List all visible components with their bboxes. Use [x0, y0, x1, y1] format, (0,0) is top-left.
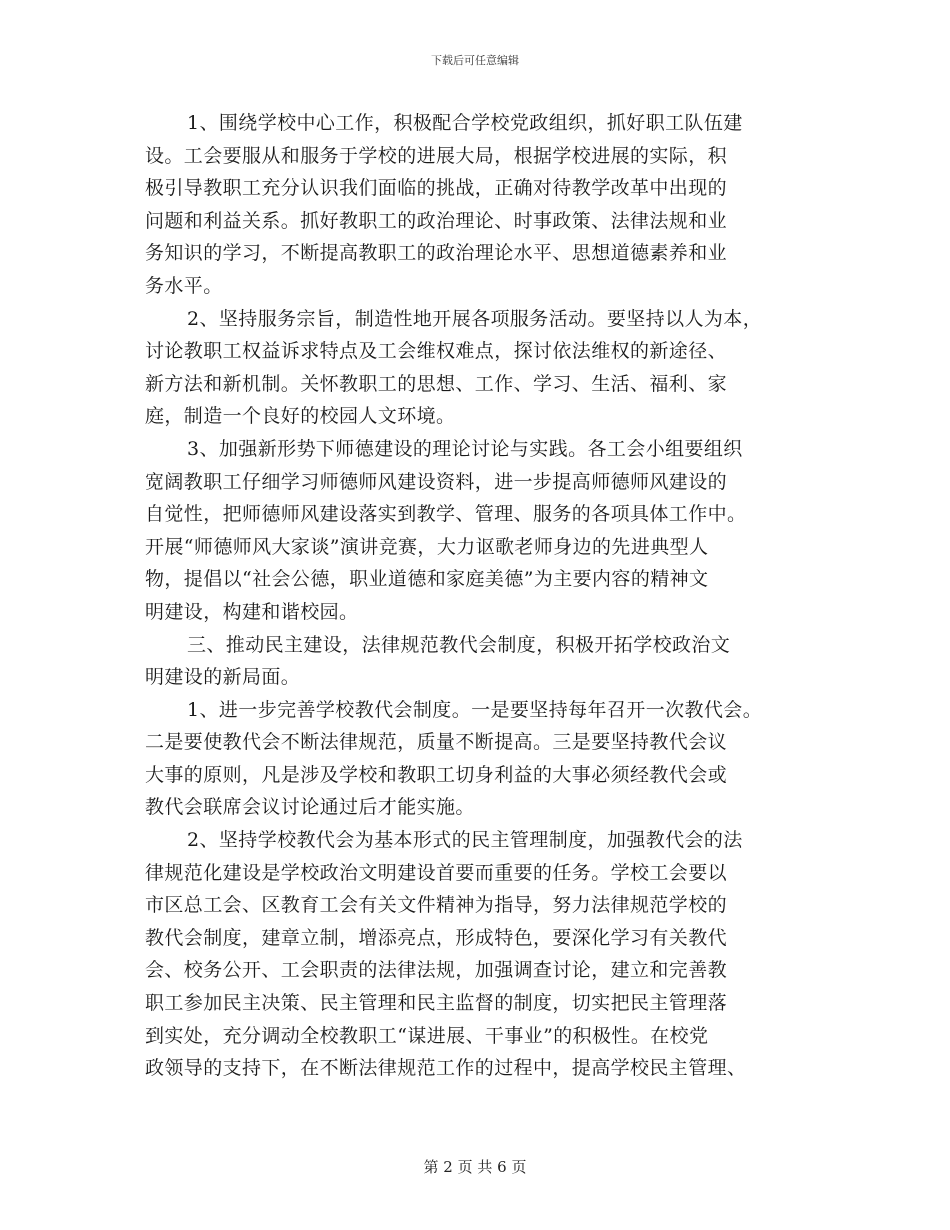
text-line: 1、进一步完善学校教代会制度。一是要坚持每年召开一次教代会。 — [187, 698, 763, 721]
text-line: 1、围绕学校中心工作，积极配合学校党政组织，抓好职工队伍建 — [187, 112, 743, 134]
text-line: 极引导教职工充分认识我们面临的挑战，正确对待教学改革中出现的 — [145, 177, 728, 200]
text-line: 教代会制度，建章立制，增添亮点，形成特色，要深化学习有关教代 — [145, 926, 728, 949]
text-line: 庭，制造一个良好的校园人文环境。 — [145, 405, 456, 428]
text-line: 讨论教职工权益诉求特点及工会维权难点，探讨依法维权的新途径、 — [145, 340, 728, 363]
text-line: 宽阔教职工仔细学习师德师风建设资料，进一步提高师德师风建设的 — [145, 470, 728, 493]
text-line: 到实处，充分调动全校教职工“谋进展、干事业”的积极性。在校党 — [145, 1024, 709, 1047]
text-line: 设。工会要服从和服务于学校的进展大局，根据学校进展的实际，积 — [145, 144, 728, 167]
page-header: 下载后可任意编辑 — [431, 54, 519, 67]
text-line: 教代会联席会议讨论通过后才能实施。 — [145, 796, 475, 819]
text-line: 会、校务公开、工会职责的法律法规，加强调查讨论，建立和完善教 — [145, 959, 728, 982]
text-line: 务水平。 — [145, 274, 223, 297]
text-line: 务知识的学习，不断提高教职工的政治理论水平、思想道德素养和业 — [145, 242, 728, 265]
text-line: 2、坚持服务宗旨，制造性地开展各项服务活动。要坚持以人为本， — [187, 307, 763, 330]
text-line: 自觉性，把师德师风建设落实到教学、管理、服务的各项具体工作中。 — [145, 503, 747, 526]
document-body — [145, 107, 825, 1085]
text-line: 物，提倡以“社会公德，职业道德和家庭美德”为主要内容的精神文 — [145, 568, 709, 591]
page-footer: 第 2 页 共 6 页 — [423, 1158, 527, 1176]
text-line: 明建设的新局面。 — [145, 666, 301, 689]
text-line: 新方法和新机制。关怀教职工的思想、工作、学习、生活、福利、家 — [145, 372, 728, 395]
text-line: 问题和利益关系。抓好教职工的政治理论、时事政策、法律法规和业 — [145, 209, 728, 232]
text-line: 3、加强新形势下师德建设的理论讨论与实践。各工会小组要组织 — [187, 437, 743, 460]
text-line: 职工参加民主决策、民主管理和民主监督的制度，切实把民主管理落 — [145, 992, 728, 1015]
text-line: 二是要使教代会不断法律规范，质量不断提高。三是要坚持教代会议 — [145, 731, 728, 754]
text-line: 大事的原则，凡是涉及学校和教职工切身利益的大事必须经教代会或 — [145, 763, 728, 786]
text-line: 明建设，构建和谐校园。 — [145, 600, 359, 623]
text-line: 政领导的支持下，在不断法律规范工作的过程中，提高学校民主管理、 — [145, 1057, 747, 1080]
text-line: 市区总工会、区教育工会有关文件精神为指导，努力法律规范学校的 — [145, 894, 728, 917]
text-line: 三、推动民主建设，法律规范教代会制度，积极开拓学校政治文 — [187, 633, 731, 656]
text-line: 开展“师德师风大家谈”演讲竞赛，大力讴歌老师身边的先进典型人 — [145, 535, 709, 558]
text-line: 2、坚持学校教代会为基本形式的民主管理制度，加强教代会的法 — [187, 829, 743, 852]
text-line: 律规范化建设是学校政治文明建设首要而重要的任务。学校工会要以 — [145, 861, 728, 884]
